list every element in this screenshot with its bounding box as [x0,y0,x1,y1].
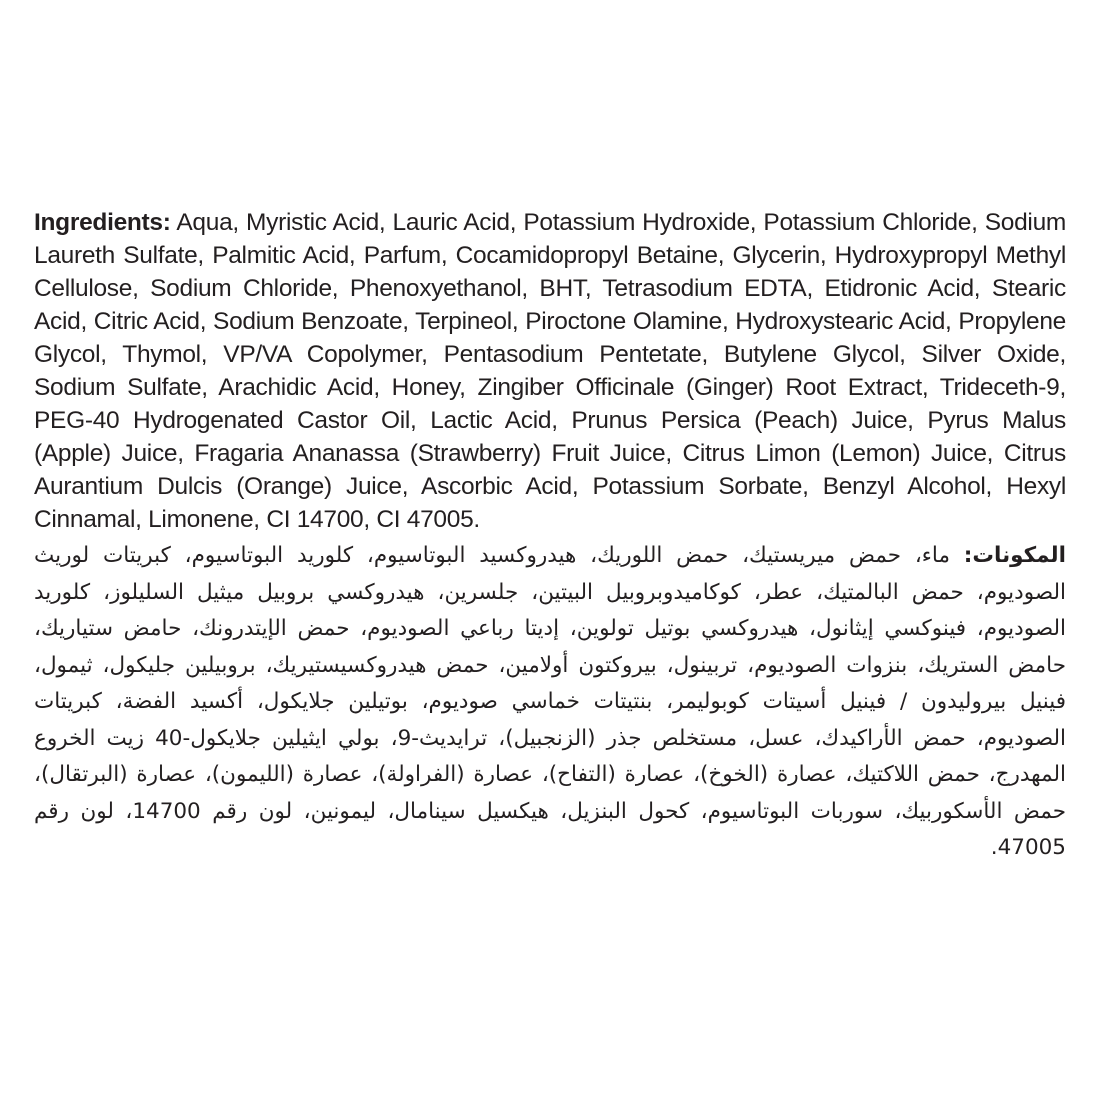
english-ingredients [34,206,1066,536]
english-ingredients-text: Aqua, Myristic Acid, Lauric Acid, Potassium Hydroxide, Potassium Chloride, Sodium Laureth Sulfate, Palmitic Acid, Parfum, Cocamidopropyl Betaine, Glycerin, Hydroxypropyl Methyl Cellulose, Sodium Chloride, Phenoxyethanol, BHT, Tetrasodium EDTA, Etidronic Acid, Stearic Acid, Citric Acid, Sodium Benzoate, Terpineol, Piroctone Olamine, Hydroxystearic Acid, Propylene Glycol, Thymol, VP/VA Copolymer, Pentasodium Pentetate, Butylene Glycol, Silver Oxide, Sodium Sulfate, Arachidic Acid, Honey, Zingiber Officinale (Ginger) Root Extract, Trideceth-9, PEG-40 Hydrogenated Castor Oil, Lactic Acid, Prunus Persica (Peach) Juice, Pyrus Malus (Apple) Juice, Fragaria Ananassa (Strawberry) Fruit Juice, Citrus Limon (Lemon) Juice, Citrus Aurantium Dulcis (Orange) Juice, Ascorbic Acid, Potassium Sorbate, Benzyl Alcohol, Hexyl Cinnamal, Limonene, CI 14700, CI 47005. [34,209,1066,533]
english-ingredients-label: Ingredients: [34,209,171,236]
arabic-ingredients [34,538,1066,867]
arabic-ingredients-label: المكونات: [963,543,1066,568]
ingredients-panel [34,206,1066,867]
arabic-ingredients-text: ماء، حمض ميريستيك، حمض اللوريك، هيدروكسيد البوتاسيوم، كلوريد البوتاسيوم، كبريتات لوريث الصوديوم، حمض البالمتيك، عطر، كوكاميدوبروبيل البيتين، جلسرين، هيدروكسي بروبيل ميثيل السليلوز، كلوريد الصوديوم، فينوكسي إيثانول، هيدروكسي بوتيل تولوين، إديتا رباعي الصوديوم، حمض الإيتدرونك، حامض ستياريك، حامض الستريك، بنزوات الصوديوم، تربينول، بيروكتون أولامين، حمض هيدروكسيستيريك، بروبيلين جليكول، ثيمول، فينيل بيروليدون / فينيل أسيتات كوبوليمر، بنتيتات خماسي صوديوم، بوتيلين جلايكول، أكسيد الفضة، كبريتات الصوديوم، حمض الأراكيدك، عسل، مستخلص جذر (الزنجبيل)، ترايديث-9، بولي ايثيلين جلايكول-40 زيت الخروع المهدرج، حمض اللاكتيك، عصارة (الخوخ)، عصارة (التفاح)، عصارة (الفراولة)، عصارة (الليمون)، عصارة (البرتقال)، حمض الأسكوربيك، سوربات البوتاسيوم، كحول البنزيل، هيكسيل سينامال، ليمونين، لون رقم 14700، لون رقم 47005. [34,543,1066,860]
